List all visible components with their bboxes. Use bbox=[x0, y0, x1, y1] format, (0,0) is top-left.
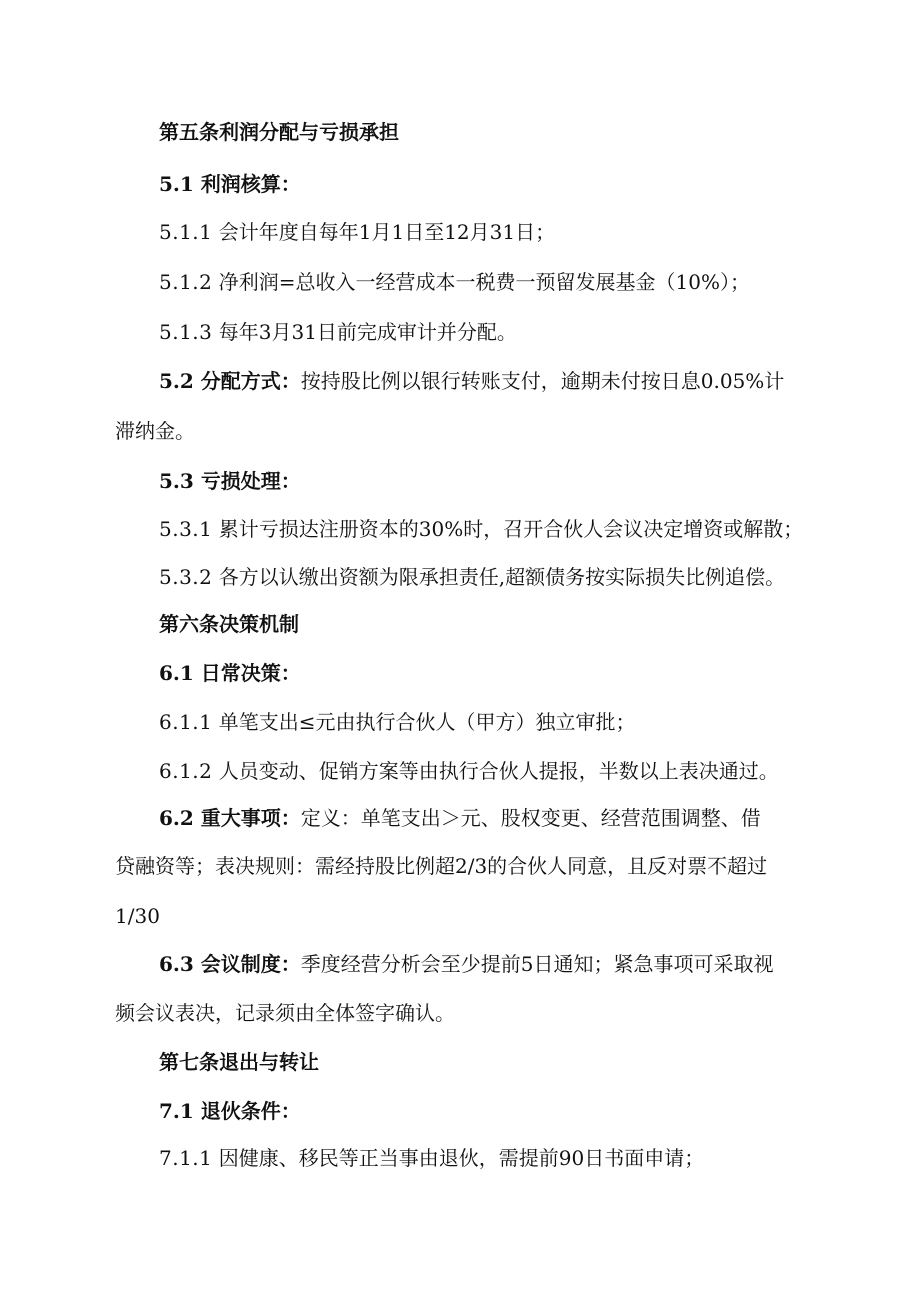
article-5-title: 第五条利润分配与亏损承担 bbox=[159, 120, 399, 144]
section-heading: 5.2 分配方式： bbox=[159, 369, 301, 393]
clause-5-1-2 bbox=[159, 268, 750, 296]
section-5-1-heading: 5.1 利润核算： bbox=[159, 172, 301, 196]
clause-6-1-1 bbox=[159, 708, 636, 736]
section-6-3-continuation: 频会议表决，记录须由全体签字确认。 bbox=[115, 1001, 455, 1025]
clause-5-3-1 bbox=[159, 515, 803, 543]
clause-text: 每年3月31日前完成审计并分配。 bbox=[212, 320, 517, 344]
clause-text: 会计年度自每年1月1日至12月31日； bbox=[212, 220, 556, 244]
clause-6-1-2 bbox=[159, 757, 779, 785]
section-6-3 bbox=[159, 950, 774, 978]
clause-text: 因健康、移民等正当事由退伙，需提前90日书面申请； bbox=[212, 1146, 705, 1170]
clause-number: 5.1.1 bbox=[159, 220, 213, 244]
clause-text: 净利润=总收入一经营成本一税费一预留发展基金（10%）； bbox=[212, 270, 750, 294]
clause-text: 人员变动、促销方案等由执行合伙人提报，半数以上表决通过。 bbox=[212, 759, 779, 783]
clause-5-3-2 bbox=[159, 563, 785, 591]
clause-number: 5.1.3 bbox=[159, 320, 213, 344]
clause-number: 5.1.2 bbox=[159, 270, 213, 294]
clause-7-1-1 bbox=[159, 1144, 704, 1172]
clause-5-1-1 bbox=[159, 218, 555, 246]
clause-number: 6.1.2 bbox=[159, 759, 213, 783]
article-6-title: 第六条决策机制 bbox=[159, 612, 299, 636]
clause-number: 5.3.2 bbox=[159, 565, 213, 589]
section-6-2-continuation-1: 贷融资等；表决规则：需经持股比例超2/3的合伙人同意，且反对票不超过 bbox=[115, 854, 768, 878]
section-heading: 6.3 会议制度： bbox=[159, 952, 301, 976]
section-6-1-heading: 6.1 日常决策： bbox=[159, 661, 301, 685]
section-5-2-continuation: 滞纳金。 bbox=[115, 419, 195, 443]
section-7-1-heading: 7.1 退伙条件： bbox=[159, 1099, 301, 1123]
clause-5-1-3 bbox=[159, 318, 517, 346]
clause-number: 5.3.1 bbox=[159, 517, 213, 541]
clause-number: 6.1.1 bbox=[159, 710, 213, 734]
clause-text: 累计亏损达注册资本的30%时，召开合伙人会议决定增资或解散； bbox=[212, 517, 804, 541]
clause-number: 7.1.1 bbox=[159, 1146, 213, 1170]
clause-text: 各方以认缴出资额为限承担责任,超额债务按实际损失比例追偿。 bbox=[212, 565, 786, 589]
section-5-3-heading: 5.3 亏损处理： bbox=[159, 469, 301, 493]
article-7-title: 第七条退出与转让 bbox=[159, 1050, 319, 1074]
clause-text: 单笔支出≤元由执行合伙人（甲方）独立审批； bbox=[212, 710, 636, 734]
section-text: 定义：单笔支出＞元、股权变更、经营范围调整、借 bbox=[300, 806, 761, 830]
section-text: 季度经营分析会至少提前5日通知；紧急事项可采取视 bbox=[300, 952, 774, 976]
section-6-2-continuation-2: 1/30 bbox=[115, 904, 160, 928]
section-text: 按持股比例以银行转账支付，逾期未付按日息0.05%计 bbox=[300, 369, 785, 393]
section-heading: 6.2 重大事项： bbox=[159, 806, 301, 830]
section-6-2 bbox=[159, 804, 761, 832]
section-5-2 bbox=[159, 367, 784, 395]
